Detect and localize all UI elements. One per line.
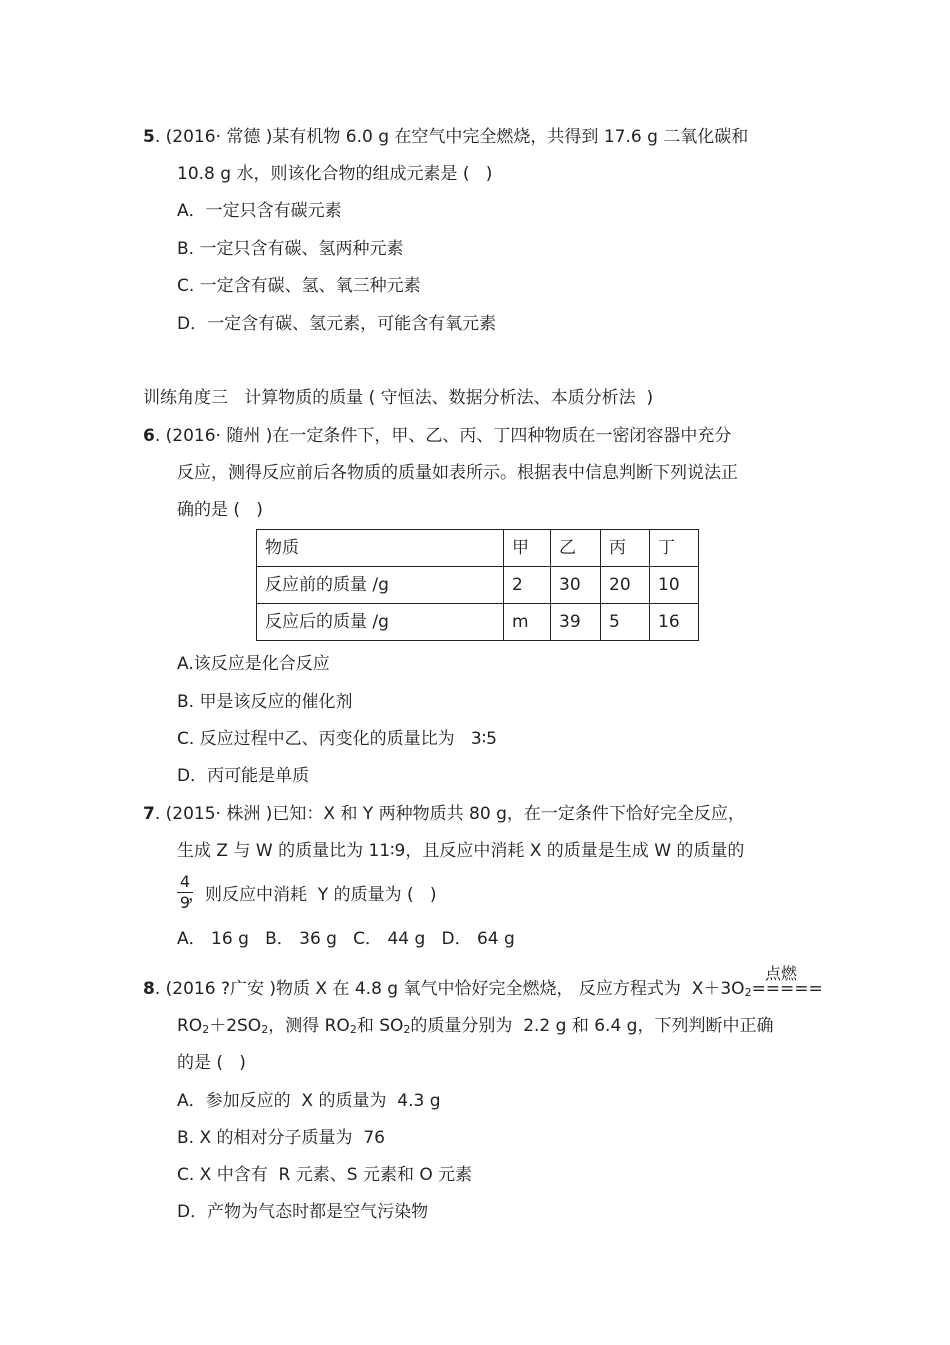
table-cell: m [504,604,551,641]
q6-text-1: . (2016· 随州 )在一定条件下，甲、乙、丙、丁四种物质在一密闭容器中充分 [154,426,732,446]
q8-text-2a: RO [177,1016,203,1036]
q5-line2: 10.8 g 水，则该化合物的组成元素是 ( ) [177,164,493,184]
q5-text-1: . (2016· 常德 )某有机物 6.0 g 在空气中完全燃烧，共得到 17.6 g 二氧化碳和 [154,127,749,147]
q7-line2: 生成 Z 与 W 的质量比为 11∶9，且反应中消耗 X 的质量是生成 W 的质量的 [177,841,745,861]
q5-number: 5 [143,127,155,147]
table-row [257,604,699,641]
table-cell: 反应后的质量 /g [257,604,504,641]
q6-option-d: D．丙可能是单质 [177,766,310,786]
q8-line2 [177,1015,773,1041]
q6-option-b: B. 甲是该反应的催化剂 [177,692,353,712]
q8-option-b: B. X 的相对分子质量为 76 [177,1128,385,1148]
q7-line1 [143,803,745,825]
q8-subscript: 2 [349,1023,357,1036]
q8-subscript: 2 [403,1023,411,1036]
q7-number: 7 [143,804,155,824]
table-row [257,530,699,567]
q6-mass-table [256,529,699,641]
table-cell: 39 [551,604,601,641]
table-cell: 10 [650,567,699,604]
table-header-cell: 物质 [257,530,504,567]
q8-subscript: 2 [744,986,752,999]
q6-option-c: C. 反应过程中乙、丙变化的质量比为 3∶5 [177,729,497,749]
q8-option-d: D．产物为气态时都是空气污染物 [177,1202,429,1222]
q8-text-2c: ，测得 RO [268,1016,350,1036]
table-cell: 30 [551,567,601,604]
q5-line1 [143,126,748,148]
table-header-cell: 乙 [551,530,601,567]
q8-number: 8 [143,979,155,999]
q8-reaction-arrow: ===== [751,979,823,999]
fraction-denominator: 9 [179,893,191,912]
q6-line3: 确的是 ( ) [177,500,263,520]
q8-option-a: A．参加反应的 X 的质量为 4.3 g [177,1091,441,1111]
q8-subscript: 2 [261,1023,269,1036]
q5-option-c: C. 一定含有碳、氢、氧三种元素 [177,276,421,296]
section-heading: 训练角度三 计算物质的质量 ( 守恒法、数据分析法、本质分析法 ) [143,388,654,408]
q8-text-2d: 和 SO [356,1016,404,1036]
table-header-cell: 甲 [504,530,551,567]
q6-number: 6 [143,426,155,446]
table-cell: 反应前的质量 /g [257,567,504,604]
q6-option-a: A.该反应是化合反应 [177,654,330,674]
q7-options: A． 16 g B． 36 g C． 44 g D． 64 g [177,929,515,949]
q7-line3: ，则反应中消耗 Y 的质量为 ( ) [188,885,437,905]
table-header-cell: 丁 [650,530,699,567]
q8-text-1: . (2016 ?广安 )物质 X 在 4.8 g 氧气中恰好完全燃烧， 反应方程式为 X＋3O [154,979,745,999]
q8-text-2e: 的质量分别为 2.2 g 和 6.4 g，下列判断中正确 [410,1016,774,1036]
table-header-cell: 丙 [601,530,650,567]
q5-option-b: B. 一定只含有碳、氢两种元素 [177,239,404,259]
q8-text-2b: ＋2SO [209,1016,262,1036]
q8-option-c: C. X 中含有 R 元素、S 元素和 O 元素 [177,1165,473,1185]
q6-line2: 反应，测得反应前后各物质的质量如表所示。根据表中信息判断下列说法正 [177,463,738,483]
q8-line1 [143,978,823,1004]
table-cell: 5 [601,604,650,641]
q8-subscript: 2 [202,1023,210,1036]
q8-line3: 的是 ( ) [177,1053,246,1073]
fraction-numerator: 4 [179,872,191,891]
q6-line1 [143,425,731,447]
q8-reaction-condition: 点燃 [765,964,798,983]
q5-option-a: A．一定只含有碳元素 [177,201,342,221]
q5-option-d: D．一定含有碳、氢元素，可能含有氧元素 [177,314,497,334]
q7-text-1: . (2015· 株洲 )已知：X 和 Y 两种物质共 80 g，在一定条件下恰好完全反应， [154,804,745,824]
table-cell: 16 [650,604,699,641]
table-row [257,567,699,604]
table-cell: 20 [601,567,650,604]
table-cell: 2 [504,567,551,604]
